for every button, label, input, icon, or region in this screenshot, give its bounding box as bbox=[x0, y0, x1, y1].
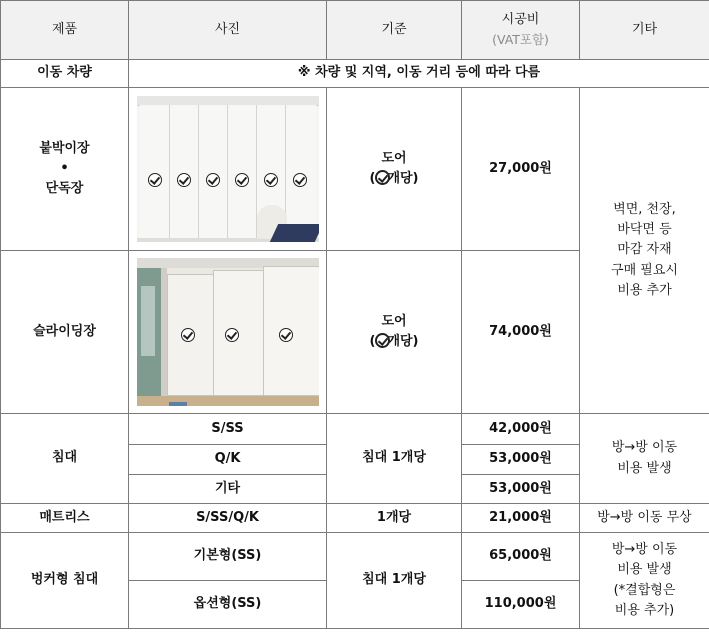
mattress-criteria: 1개당 bbox=[327, 504, 462, 533]
bunk-criteria: 침대 1개당 bbox=[327, 533, 462, 629]
bunk-price-basic: 65,000원 bbox=[462, 533, 580, 581]
builtin-wardrobe-photo bbox=[137, 96, 319, 242]
builtin-criteria-unit bbox=[327, 169, 461, 189]
sliding-criteria-unit bbox=[327, 332, 461, 352]
builtin-price: 27,000원 bbox=[462, 88, 580, 251]
header-row bbox=[1, 1, 709, 60]
builtin-criteria bbox=[327, 88, 462, 251]
builtin-label-line1: 붙박이장 bbox=[39, 140, 90, 156]
header-photo: 사진 bbox=[129, 1, 327, 60]
mattress-label: 매트리스 bbox=[1, 504, 129, 533]
wardrobe-note-line2: 바닥면 등 bbox=[617, 222, 672, 238]
header-cost-label: 시공비 bbox=[501, 12, 540, 28]
header-etc: 기타 bbox=[580, 1, 709, 60]
bed-note-line1: 방→방 이동 bbox=[611, 440, 678, 456]
builtin-criteria-paren: ( bbox=[369, 171, 376, 186]
bed-row-ss bbox=[1, 414, 709, 445]
check-circle-icon bbox=[293, 173, 307, 187]
moving-note: ※ 차량 및 지역, 이동 거리 등에 따라 다름 bbox=[129, 60, 709, 88]
sliding-photo-cell bbox=[129, 251, 327, 414]
sliding-label: 슬라이딩장 bbox=[1, 251, 129, 414]
mattress-note: 방→방 이동 무상 bbox=[580, 504, 709, 533]
header-cost bbox=[462, 1, 580, 60]
bed-price-qk: 53,000원 bbox=[462, 445, 580, 475]
bed-size-ss: S/SS bbox=[129, 414, 327, 445]
builtin-criteria-door: 도어 bbox=[381, 150, 407, 166]
header-cost-vat: (VAT포함) bbox=[492, 32, 549, 48]
bunk-note-line1: 방→방 이동 bbox=[611, 542, 678, 558]
sliding-criteria bbox=[327, 251, 462, 414]
bunk-price-option: 110,000원 bbox=[462, 581, 580, 629]
sliding-criteria-per: 개당) bbox=[387, 334, 419, 349]
check-circle-icon bbox=[225, 328, 239, 342]
wardrobe-note bbox=[580, 88, 709, 414]
bed-note-line2: 비용 발생 bbox=[617, 460, 672, 476]
bunk-type-option: 옵션형(SS) bbox=[129, 581, 327, 629]
bed-size-etc: 기타 bbox=[129, 475, 327, 504]
check-circle-icon bbox=[206, 173, 220, 187]
check-circle-icon bbox=[181, 328, 195, 342]
bunk-note-line4: 비용 추가) bbox=[614, 602, 675, 618]
mattress-price: 21,000원 bbox=[462, 504, 580, 533]
sliding-price: 74,000원 bbox=[462, 251, 580, 414]
bed-criteria: 침대 1개당 bbox=[327, 414, 462, 504]
sliding-criteria-door: 도어 bbox=[381, 313, 407, 329]
builtin-bullet: • bbox=[60, 160, 69, 176]
bunk-note-line3: (*결합형은 bbox=[613, 582, 676, 598]
mattress-size: S/SS/Q/K bbox=[129, 504, 327, 533]
wardrobe-note-line4: 구매 필요시 bbox=[611, 262, 678, 278]
bed-price-ss: 42,000원 bbox=[462, 414, 580, 445]
bunk-note-line2: 비용 발생 bbox=[617, 562, 672, 578]
builtin-label bbox=[1, 88, 129, 251]
bed-price-etc: 53,000원 bbox=[462, 475, 580, 504]
check-circle-icon bbox=[279, 328, 293, 342]
wardrobe-note-line3: 마감 자재 bbox=[617, 242, 672, 258]
check-circle-icon bbox=[235, 173, 249, 187]
builtin-label-line2: 단독장 bbox=[45, 181, 84, 197]
header-criteria: 기준 bbox=[327, 1, 462, 60]
bunk-row-basic bbox=[1, 533, 709, 581]
check-circle-icon bbox=[264, 173, 278, 187]
builtin-criteria-per: 개당) bbox=[387, 171, 419, 186]
moving-row bbox=[1, 60, 709, 88]
bunk-type-basic: 기본형(SS) bbox=[129, 533, 327, 581]
bunk-label: 벙커형 침대 bbox=[1, 533, 129, 629]
sliding-wardrobe-photo bbox=[137, 258, 319, 406]
bed-size-qk: Q/K bbox=[129, 445, 327, 475]
check-circle-icon bbox=[177, 173, 191, 187]
wardrobe-note-line5: 비용 추가 bbox=[617, 282, 672, 298]
mattress-row bbox=[1, 504, 709, 533]
bunk-note bbox=[580, 533, 709, 629]
header-product: 제품 bbox=[1, 1, 129, 60]
check-circle-icon bbox=[148, 173, 162, 187]
builtin-photo-cell bbox=[129, 88, 327, 251]
bed-note bbox=[580, 414, 709, 504]
sliding-criteria-paren: ( bbox=[369, 334, 376, 349]
builtin-row bbox=[1, 88, 709, 251]
bed-label: 침대 bbox=[1, 414, 129, 504]
moving-label: 이동 차량 bbox=[1, 60, 129, 88]
wardrobe-note-line1: 벽면, 천장, bbox=[613, 202, 676, 218]
